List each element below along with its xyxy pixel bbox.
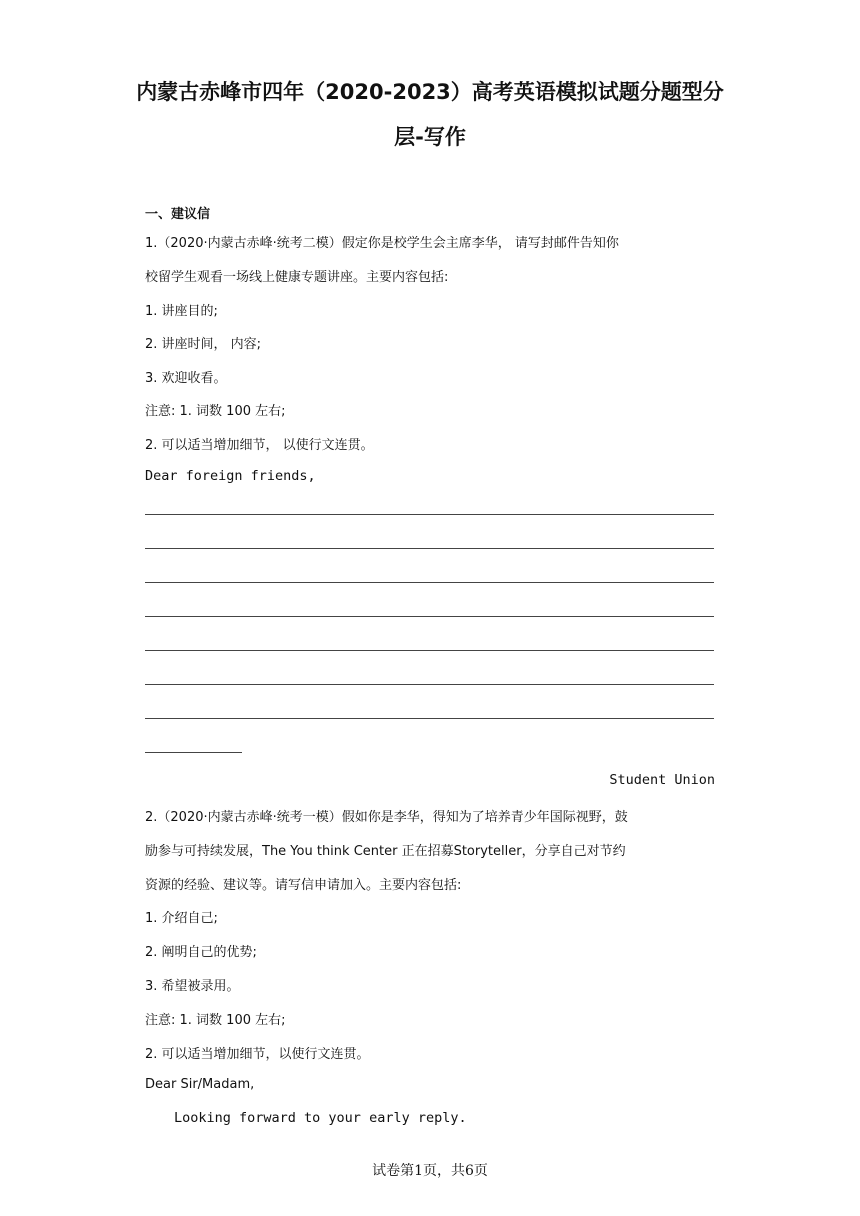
- q1-intro-line-1: 1.（2020·内蒙古赤峰·统考二模）假定你是校学生会主席李华， 请写封邮件告知你: [145, 236, 619, 251]
- q1-note-1: 注意: 1. 词数 100 左右;: [145, 404, 286, 419]
- q1-point-2: 2. 讲座时间， 内容;: [145, 337, 262, 352]
- answer-line: [145, 616, 714, 617]
- q2-greeting: Dear Sir/Madam,: [145, 1077, 255, 1092]
- answer-line: [145, 650, 714, 651]
- answer-line: [145, 548, 714, 549]
- q2-point-3: 3. 希望被录用。: [145, 979, 240, 994]
- q2-intro-line-3: 资源的经验、建议等。请写信申请加入。主要内容包括:: [145, 878, 462, 893]
- q1-intro-line-2: 校留学生观看一场线上健康专题讲座。主要内容包括:: [145, 270, 449, 285]
- q2-intro-line-2: 励参与可持续发展，The You think Center 正在招募Storyteller，分享自己对节约: [145, 844, 626, 859]
- q2-intro-line-1: 2.（2020·内蒙古赤峰·统考一模）假如你是李华，得知为了培养青少年国际视野，鼓: [145, 810, 628, 825]
- q1-note-2: 2. 可以适当增加细节， 以使行文连贯。: [145, 438, 374, 453]
- q2-closing: Looking forward to your early reply.: [174, 1110, 467, 1126]
- answer-line: [145, 582, 714, 583]
- page-title-line-2: 层-写作: [394, 125, 466, 149]
- page-title-line-1: 内蒙古赤峰市四年（2020-2023）高考英语模拟试题分题型分: [136, 80, 724, 104]
- q2-note-1: 注意: 1. 词数 100 左右;: [145, 1013, 286, 1028]
- section-heading: 一、建议信: [145, 207, 211, 222]
- page-footer: 试卷第1页，共6页: [372, 1163, 488, 1179]
- answer-line-short: [145, 752, 242, 753]
- q2-point-1: 1. 介绍自己;: [145, 911, 218, 926]
- answer-line: [145, 684, 714, 685]
- q1-point-1: 1. 讲座目的;: [145, 304, 218, 319]
- q1-greeting: Dear foreign friends,: [145, 468, 316, 484]
- answer-line: [145, 718, 714, 719]
- answer-line: [145, 514, 714, 515]
- q2-note-2: 2. 可以适当增加细节，以使行文连贯。: [145, 1047, 370, 1062]
- q1-signature: Student Union: [609, 772, 715, 788]
- q1-point-3: 3. 欢迎收看。: [145, 371, 227, 386]
- q2-point-2: 2. 阐明自己的优势;: [145, 945, 257, 960]
